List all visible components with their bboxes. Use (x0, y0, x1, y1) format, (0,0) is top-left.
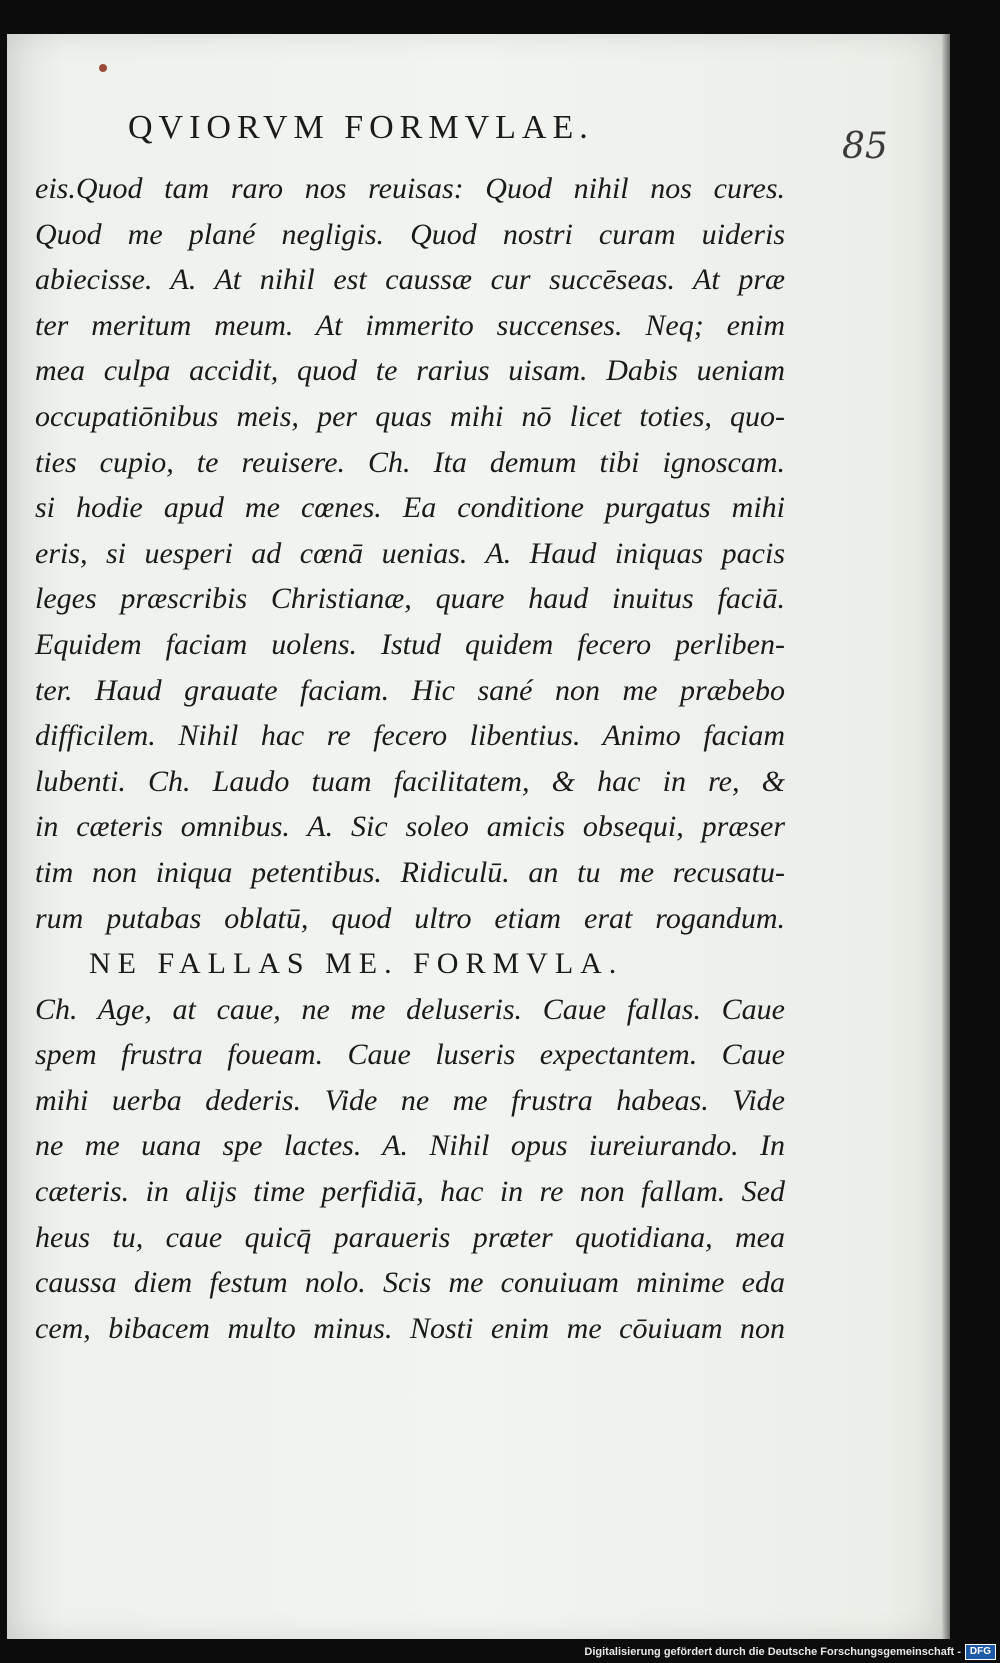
text-line: difficilem. Nihil hac re fecero libentius. Animo faciam (35, 719, 785, 753)
text-block (35, 166, 785, 1351)
text-line: abiecisse. A. At nihil est caussæ cur succēseas. At præ (35, 263, 785, 297)
text-line: mihi uerba dederis. Vide ne me frustra habeas. Vide (35, 1083, 785, 1117)
text-line: Equidem faciam uolens. Istud quidem fecero perliben- (35, 627, 785, 661)
digitization-credit (584, 1643, 996, 1661)
book-page (7, 34, 942, 1639)
text-line: caussa diem festum nolo. Scis me conuiuam minime eda (35, 1266, 785, 1300)
text-line: leges præscribis Christianæ, quare haud inuitus faciā. (35, 582, 785, 616)
section-heading: NE FALLAS ME. FORMVLA. (89, 947, 624, 981)
text-line: occupatiōnibus meis, per quas mihi nō licet toties, quo- (35, 399, 785, 433)
text-line: ties cupio, te reuisere. Ch. Ita demum tibi ignoscam. (35, 445, 785, 479)
text-line: lubenti. Ch. Laudo tuam facilitatem, & hac in re, & (35, 764, 785, 798)
text-line: cæteris. in alijs time perfidiā, hac in re non fallam. Sed (35, 1175, 785, 1209)
text-line: ne me uana spe lactes. A. Nihil opus iureiurando. In (35, 1129, 785, 1163)
text-line: in cæteris omnibus. A. Sic soleo amicis obsequi, præser (35, 810, 785, 844)
text-line: si hodie apud me cœnes. Ea conditione purgatus mihi (35, 491, 785, 525)
text-line: eris, si uesperi ad cœnā uenias. A. Haud iniquas pacis (35, 536, 785, 570)
folio-number: 85 (842, 126, 888, 167)
text-line: eis.Quod tam raro nos reuisas: Quod nihil nos cures. (35, 172, 785, 205)
running-head: QVIORVM FORMVLAE. (128, 109, 594, 146)
text-line: tim non iniqua petentibus. Ridiculū. an tu me recusatu- (35, 855, 785, 889)
text-line: Ch. Age, at caue, ne me deluseris. Caue fallas. Caue (35, 992, 785, 1026)
text-line: heus tu, caue quicq̄ paraueris præter quotidiana, mea (35, 1220, 785, 1254)
text-line: rum putabas oblatū, quod ultro etiam erat rogandum. (35, 901, 785, 935)
text-line: ter meritum meum. At immerito succenses. Neq; enim (35, 308, 785, 342)
text-line: mea culpa accidit, quod te rarius uisam. Dabis ueniam (35, 354, 785, 388)
text-line: spem frustra foueam. Caue luseris expectantem. Caue (35, 1038, 785, 1072)
text-line: ter. Haud grauate faciam. Hic sané non me præbebo (35, 673, 785, 707)
text-line: Quod me plané negligis. Quod nostri curam uideris (35, 217, 785, 251)
page-edge-shadow (942, 34, 950, 1639)
dfg-logo: DFG (965, 1644, 996, 1660)
text-line: cem, bibacem multo minus. Nosti enim me cōuiuam non (35, 1311, 785, 1345)
credit-text: Digitalisierung gefördert durch die Deutsche Forschungsgemeinschaft - (584, 1646, 961, 1658)
ink-spot (99, 64, 107, 72)
